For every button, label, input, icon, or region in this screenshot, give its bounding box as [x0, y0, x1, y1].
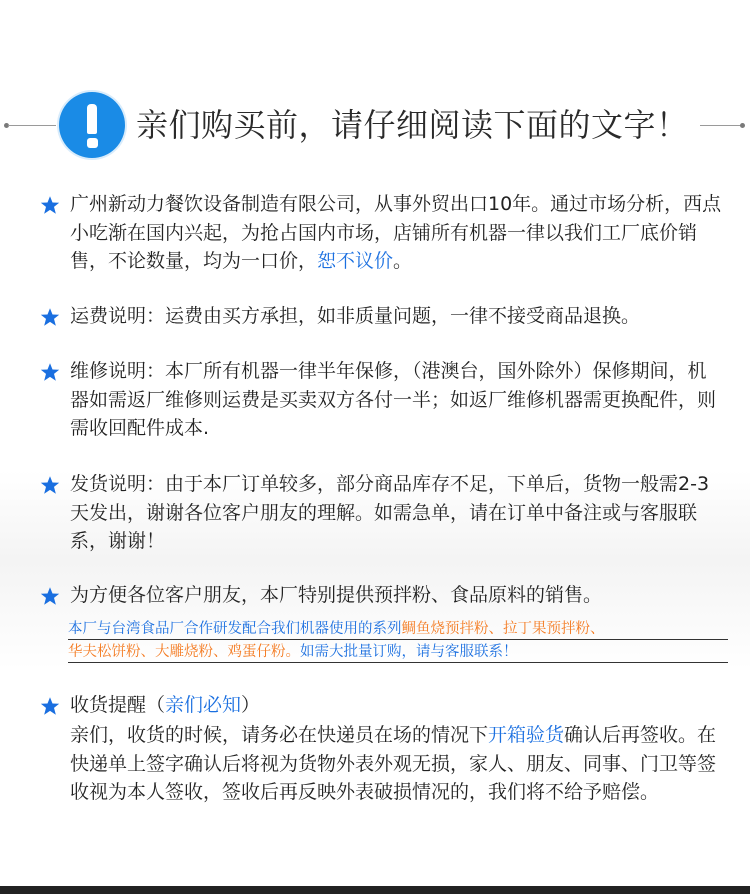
bottom-bar	[0, 886, 750, 894]
receipt-body	[70, 721, 725, 807]
supply-note-line-1	[68, 618, 728, 641]
delivery-text: 发货说明：由于本厂订单较多，部分商品库存不足，下单后，货物一般需2-3天发出，谢谢各位客户朋友的理解。如需急单，请在订单中备注或与客服联系，谢谢！	[70, 473, 710, 552]
supply-note	[68, 618, 728, 664]
product-list-1: 鲷鱼烧预拌粉、拉丁果预拌粉、	[401, 621, 605, 637]
product-list-2: 华夫松饼粉、大雕烧粉、鸡蛋仔粉。	[68, 644, 300, 660]
inspect-highlight: 开箱验货	[488, 724, 565, 746]
no-bargain-highlight: 恕不议价	[317, 250, 394, 272]
star-icon	[40, 307, 60, 327]
page-title: 亲们购买前，请仔细阅读下面的文字！	[136, 106, 689, 144]
star-icon	[40, 475, 60, 495]
exclamation-icon	[59, 92, 125, 158]
intro-body: 广州新动力餐饮设备制造有限公司，从事外贸出口10年。通过市场分析，西点小吃渐在国内兴起，为抢占国内市场，店铺所有机器一律以我们工厂底价销售，不论数量，均为一口价，	[70, 193, 722, 272]
star-icon	[40, 696, 60, 716]
receipt-heading-end: ）	[241, 694, 261, 716]
must-know-highlight: 亲们必知	[165, 694, 242, 716]
repair-text: 维修说明：本厂所有机器一律半年保修，（港澳台，国外除外）保修期间，机器如需返厂维修则运费是买卖双方各付一半；如返厂维修机器需更换配件，则需收回配件成本.	[70, 360, 717, 439]
divider-line-left	[8, 125, 56, 126]
receipt-body-start: 亲们，收货的时候，请务必在快递员在场的情况下	[70, 724, 489, 746]
bulk-order-contact: 如需大批量订购，请与客服联系！	[300, 644, 518, 660]
star-icon	[40, 362, 60, 382]
star-icon	[40, 586, 60, 606]
receipt-heading-label: 收货提醒（	[70, 694, 166, 716]
receipt-body-end: 确认后再签收。在快递单上签字确认后将视为货物外表外观无损，家人、朋友、同事、门卫等签收视为本人签收，签收后再反映外表破损情况的，我们将不给予赔偿。	[70, 724, 717, 803]
supply-text: 为方便各位客户朋友，本厂特别提供预拌粉、食品原料的销售。	[70, 584, 603, 606]
supply-note-line-2	[68, 641, 728, 664]
shipping-text: 运费说明：运费由买方承担，如非质量问题，一律不接受商品退换。	[70, 305, 641, 327]
divider-dot-right	[740, 123, 745, 128]
divider-line-right	[700, 125, 742, 126]
partner-text: 本厂与台湾食品厂合作研发配合我们机器使用的系列	[68, 621, 402, 637]
notice-header	[0, 88, 750, 162]
intro-end: 。	[393, 250, 413, 272]
receipt-heading	[70, 691, 725, 720]
intro-text	[70, 190, 725, 276]
star-icon	[40, 195, 60, 215]
